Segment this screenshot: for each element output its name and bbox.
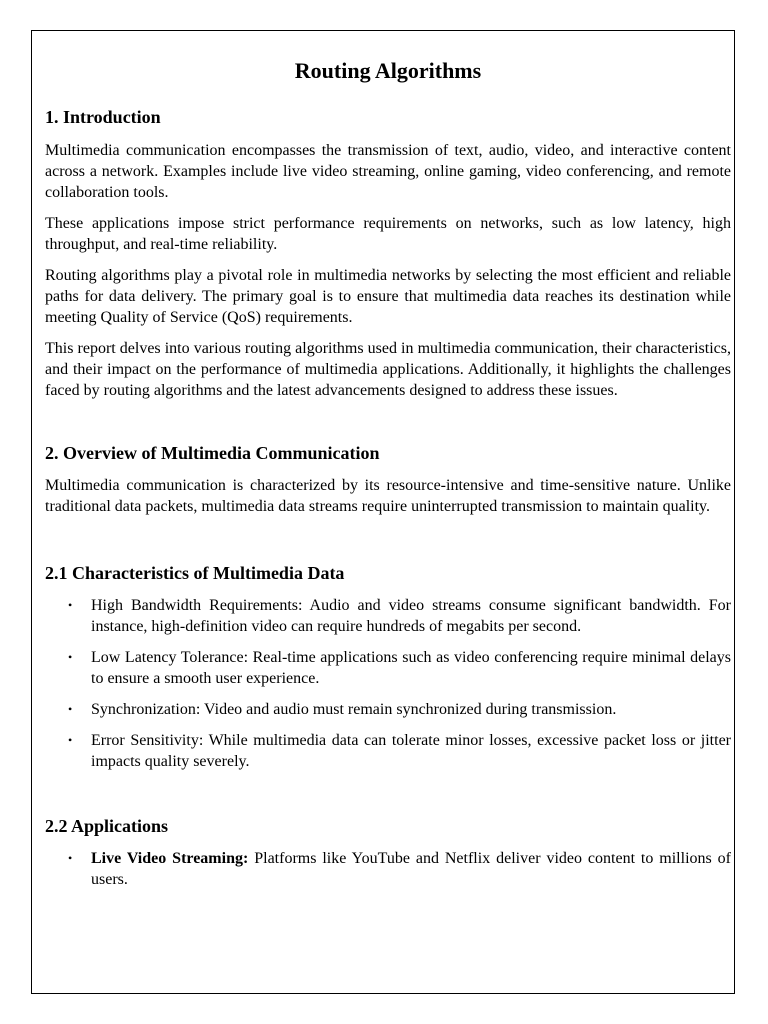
section-heading-introduction: 1. Introduction [45,107,161,127]
list-item-text: Error Sensitivity: While multimedia data can tolerate minor losses, excessive packet loss or jitter impacts quality severely. [91,732,731,770]
list-item [45,730,731,772]
bullet-icon: • [68,851,73,865]
section-heading-applications: 2.2 Applications [45,816,169,836]
document-body [45,56,731,890]
bullet-icon: • [68,598,73,612]
bullet-icon: • [68,702,73,716]
intro-paragraph-1: Multimedia communication encompasses the transmission of text, audio, video, and interactive content across a network. Examples include live video streaming, online gaming, video conferencing, and remote collaboration tools. [45,142,731,201]
bullet-icon: • [68,650,73,664]
list-item-text: Platforms like YouTube and Netflix deliver video content to millions of users. [91,850,731,888]
applications-list [45,848,731,890]
section-heading-characteristics: 2.1 Characteristics of Multimedia Data [45,563,345,583]
list-item-text: Low Latency Tolerance: Real-time applications such as video conferencing require minimal delays to ensure a smooth user experience. [91,649,731,687]
intro-paragraph-2: These applications impose strict performance requirements on networks, such as low latency, high throughput, and real-time reliability. [45,215,731,253]
list-item-lead: Live Video Streaming: [91,850,249,867]
list-item [45,647,731,689]
section-heading-overview: 2. Overview of Multimedia Communication [45,443,380,463]
list-item-text: Synchronization: Video and audio must remain synchronized during transmission. [91,701,617,718]
overview-paragraph-1: Multimedia communication is characterized by its resource-intensive and time-sensitive nature. Unlike traditional data packets, multimedia data streams require uninterrupted transmission to maintain quality. [45,477,731,515]
list-item [45,595,731,637]
intro-paragraph-4: This report delves into various routing algorithms used in multimedia communication, their characteristics, and their impact on the performance of multimedia applications. Additionally, it highlights the challenges faced by routing algorithms and the latest advancements designed to address these issues. [45,340,731,399]
document-title: Routing Algorithms [294,58,482,83]
list-item-text: High Bandwidth Requirements: Audio and video streams consume significant bandwidth. For instance, high-definition video can require hundreds of megabits per second. [91,597,731,635]
list-item [45,699,731,720]
characteristics-list [45,595,731,772]
bullet-icon: • [68,733,73,747]
list-item [45,848,731,890]
intro-paragraph-3: Routing algorithms play a pivotal role in multimedia networks by selecting the most efficient and reliable paths for data delivery. The primary goal is to ensure that multimedia data reaches its destination while meeting Quality of Service (QoS) requirements. [45,267,731,326]
